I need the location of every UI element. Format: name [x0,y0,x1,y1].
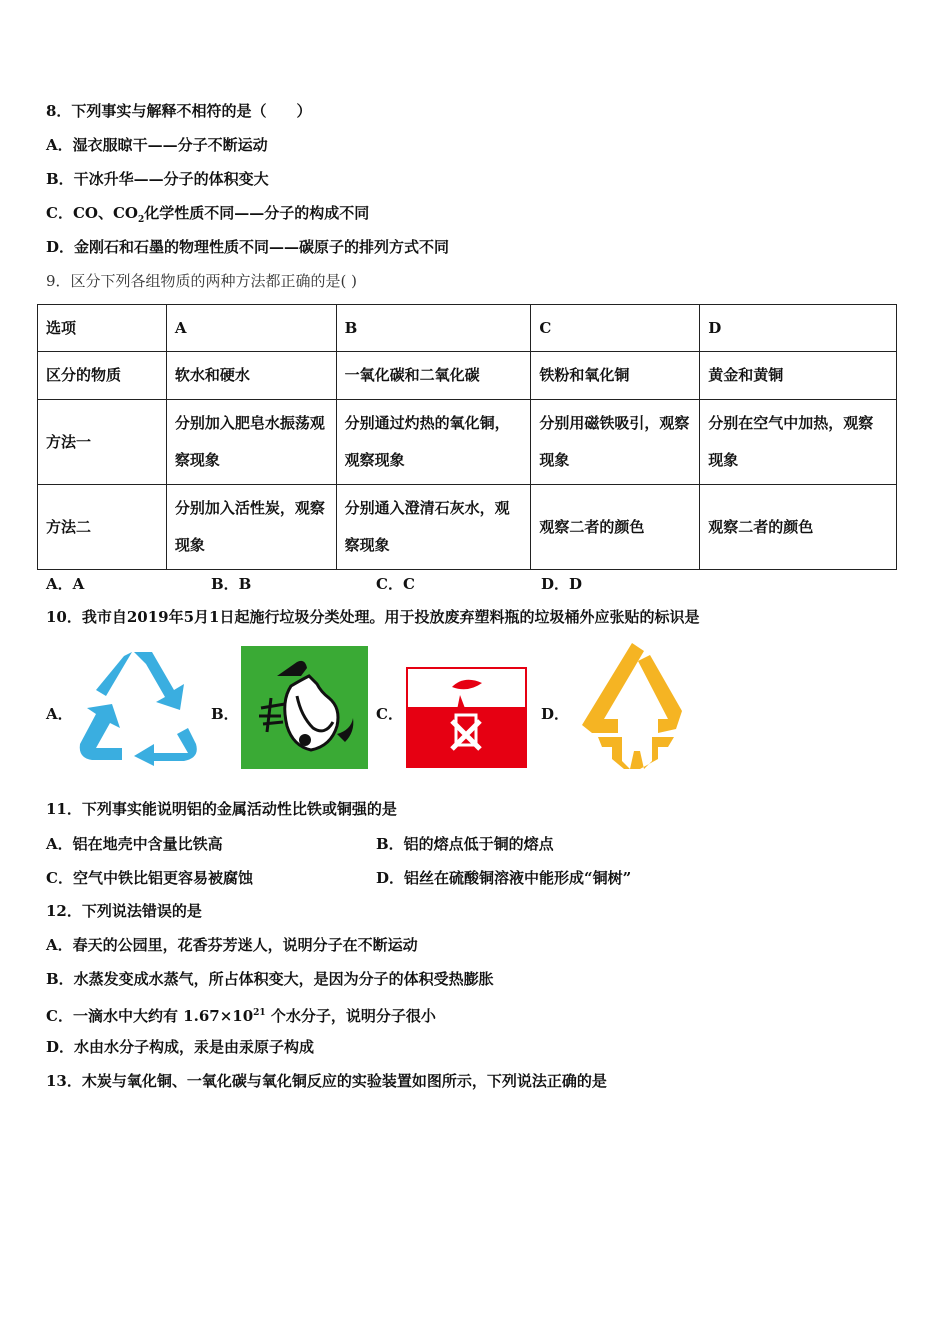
table-cell: 分别通入澄清石灰水，观察现象 [336,485,531,570]
table-cell: 方法一 [38,400,167,485]
table-row [38,305,897,352]
q10-stem: 10．我市自2019年5月1日起施行垃圾分类处理。用于投放废弃塑料瓶的垃圾桶外应张贴的标识是 [46,608,700,626]
q12-stem: 12．下列说法错误的是 [46,902,202,920]
q11-option-a: A．铝在地壳中含量比铁高 [46,835,223,853]
q10-label-b: B． [211,705,239,723]
q10-label-d: D． [541,705,570,723]
table-cell: 软水和硬水 [166,352,336,400]
q12-option-a: A．春天的公园里，花香芬芳迷人，说明分子在不断运动 [46,936,418,954]
q11-option-c: C．空气中铁比铝更容易被腐蚀 [46,869,253,887]
table-cell: D [700,305,897,352]
q11-option-d: D．铝丝在硫酸铜溶液中能形成“铜树” [376,869,632,887]
table-cell: 分别用磁铁吸引，观察现象 [531,400,700,485]
table-cell: 一氧化碳和二氧化碳 [336,352,531,400]
q11-option-b: B．铝的熔点低于铜的熔点 [376,835,554,853]
table-cell: A [166,305,336,352]
recycle-icon [76,648,200,766]
q9-answer-c: C．C [376,575,415,593]
table-cell: 分别在空气中加热，观察现象 [700,400,897,485]
q12-option-b: B．水蒸发变成水蒸气，所占体积变大，是因为分子的体积受热膨胀 [46,970,494,988]
q9-stem: 9．区分下列各组物质的两种方法都正确的是( ) [46,272,358,290]
table-cell: 分别加入肥皂水振荡观察现象 [166,400,336,485]
q13-stem: 13．木炭与氧化铜、一氧化碳与氧化铜反应的实验装置如图所示，下列说法正确的是 [46,1072,607,1090]
q12-option-d: D．水由水分子构成，汞是由汞原子构成 [46,1038,315,1056]
q8-option-a: A．湿衣服晾干——分子不断运动 [46,136,268,154]
table-cell: 观察二者的颜色 [700,485,897,570]
q10-label-c: C． [376,705,403,723]
table-cell: 分别加入活性炭，观察现象 [166,485,336,570]
q9-table [37,304,897,570]
table-row [38,485,897,570]
table-cell: 铁粉和氧化铜 [531,352,700,400]
q9-answer-d: D．D [541,575,583,593]
table-row [38,352,897,400]
q9-answer-a: A．A [46,575,85,593]
table-cell: 分别通过灼热的氧化铜，观察现象 [336,400,531,485]
q10-label-a: A． [46,705,73,723]
q12-option-c: C．一滴水中大约有 $1.67\times 10^{21}$ 个水分子，说明分子很小 [46,1007,436,1025]
table-cell: B [336,305,531,352]
q8-option-b: B．干冰升华——分子的体积变大 [46,170,269,188]
q8-stem: 8．下列事实与解释不相符的是（ ） [46,102,312,120]
other-waste-icon [578,641,686,769]
table-cell: 方法二 [38,485,167,570]
q11-stem: 11．下列事实能说明铝的金属活动性比铁或铜强的是 [46,800,397,818]
q9-answer-b: B．B [211,575,252,593]
table-cell: 观察二者的颜色 [531,485,700,570]
table-row [38,400,897,485]
table-cell: C [531,305,700,352]
q8-option-c: C．CO、$CO_2$化学性质不同——分子的构成不同 [46,204,370,225]
table-cell: 黄金和黄铜 [700,352,897,400]
table-cell: 选项 [38,305,167,352]
kitchen-waste-icon [241,646,368,769]
q8-option-d: D．金刚石和石墨的物理性质不同——碳原子的排列方式不同 [46,238,450,256]
hazardous-waste-icon [406,667,527,768]
table-cell: 区分的物质 [38,352,167,400]
